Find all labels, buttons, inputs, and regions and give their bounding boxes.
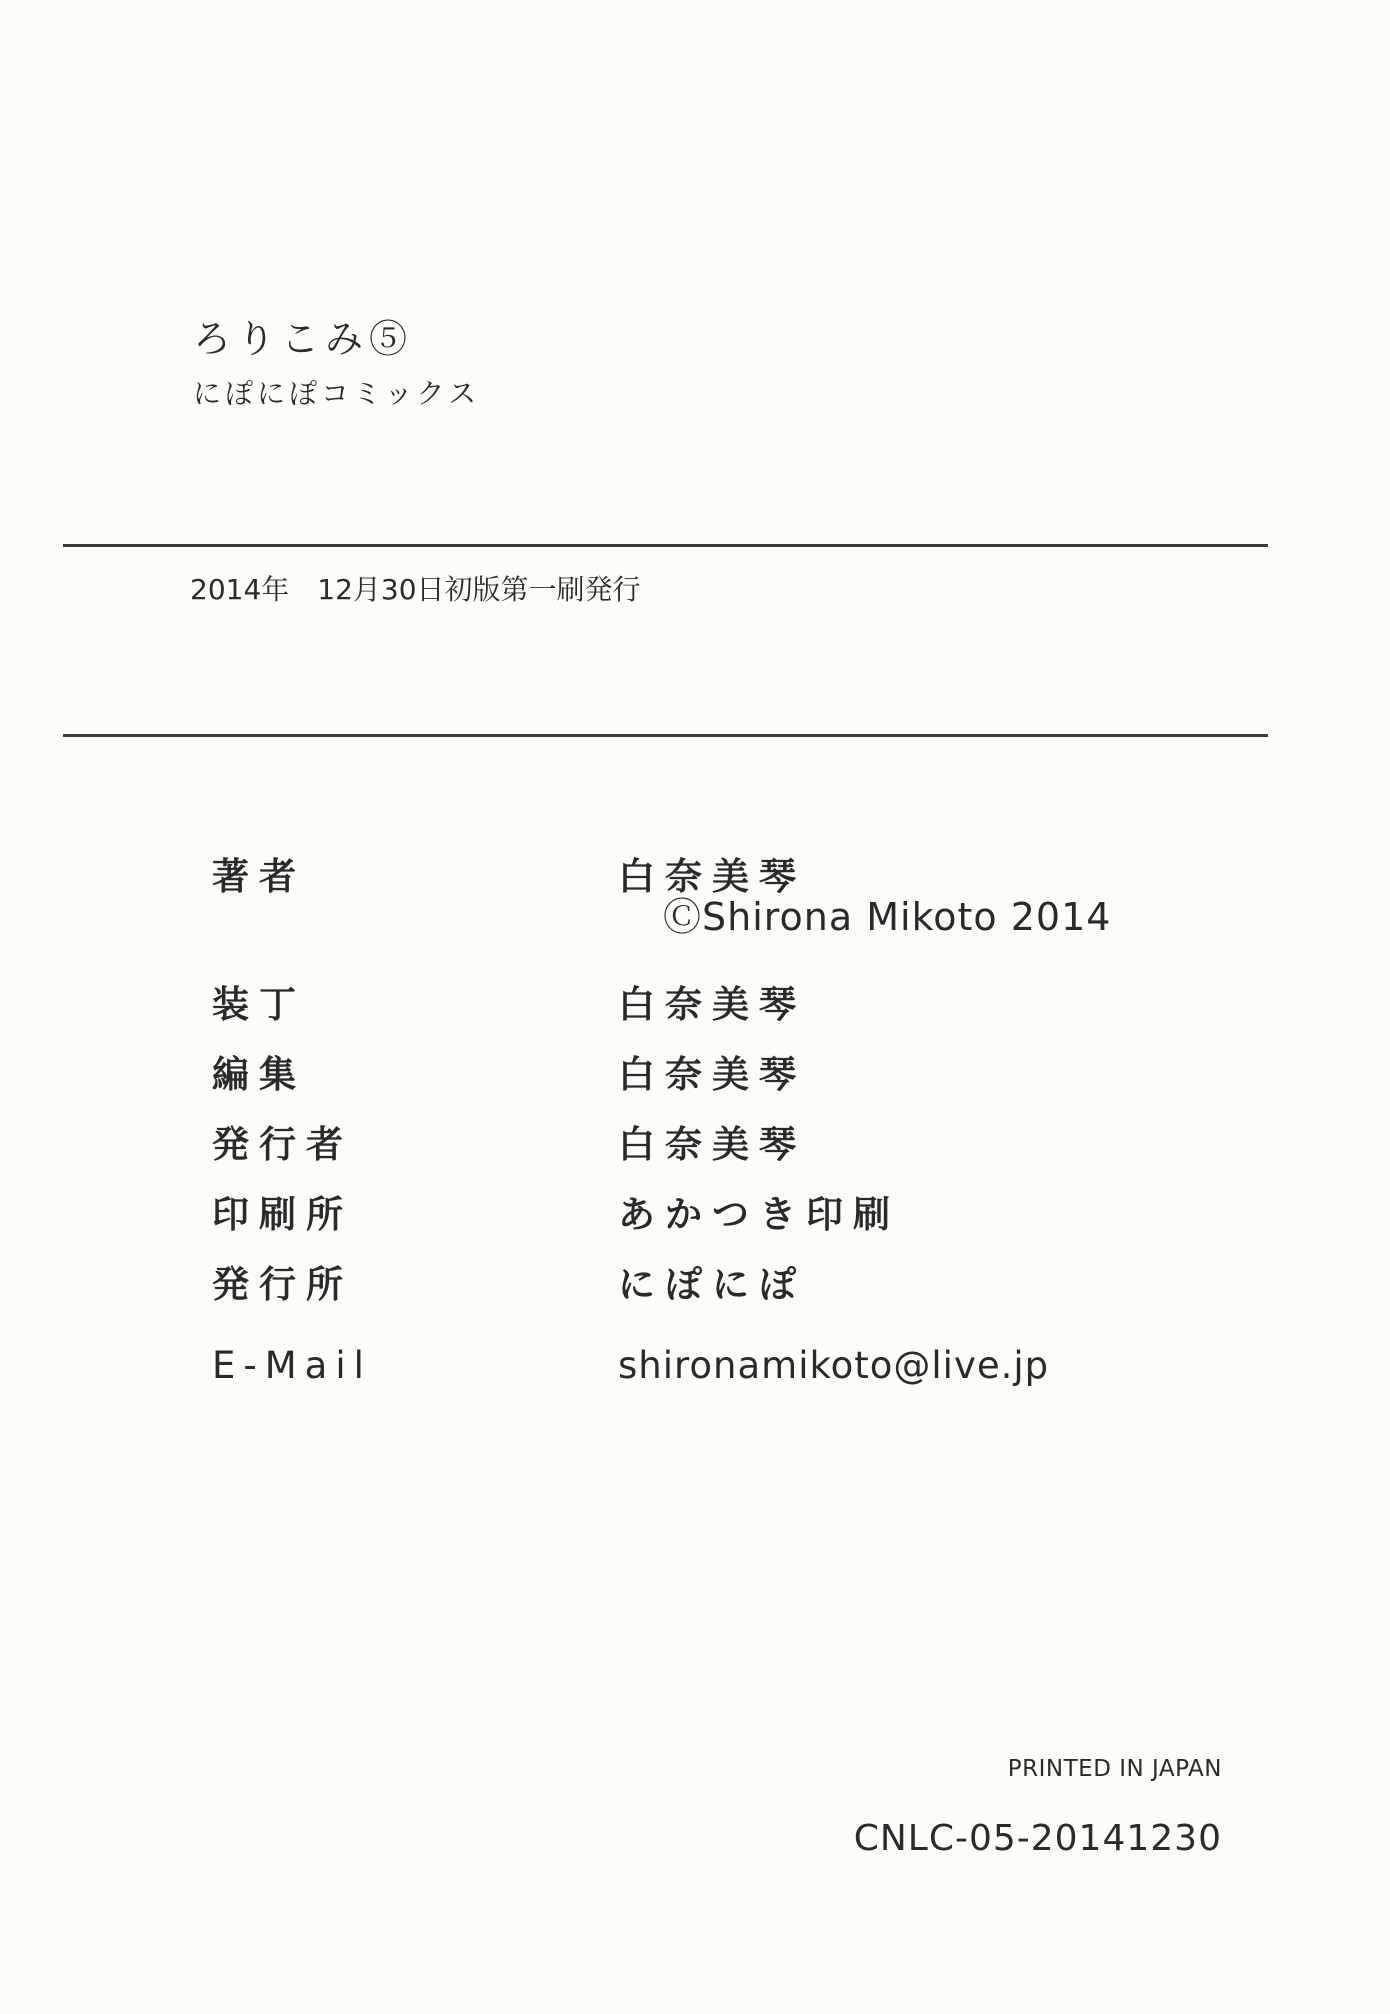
publication-date: 2014年 12月30日初版第一刷発行 — [190, 573, 641, 606]
credit-label: 編集 — [212, 1053, 306, 1096]
credit-label: 印刷所 — [212, 1193, 353, 1236]
book-title: ろりこみ⑤ — [193, 317, 414, 361]
divider-bottom — [63, 734, 1268, 737]
credit-value: 白奈美琴 — [618, 1123, 806, 1166]
credit-value: あかつき印刷 — [618, 1193, 900, 1236]
credit-value: にぽにぽ — [618, 1263, 806, 1306]
email-address[interactable]: shironamikoto@live.jp — [618, 1344, 1050, 1387]
divider-top — [63, 544, 1268, 547]
printed-in-notice: PRINTED IN JAPAN — [1007, 1756, 1222, 1782]
copyright-notice: ⒸShirona Mikoto 2014 — [663, 895, 1112, 939]
credit-label: 著者 — [212, 855, 306, 898]
credit-value: 白奈美琴 — [618, 983, 806, 1026]
imprint-name: にぽにぽコミックス — [193, 377, 481, 410]
credit-value: 白奈美琴 — [618, 855, 806, 898]
catalog-code: CNLC-05-20141230 — [853, 1818, 1222, 1859]
credit-label: E-Mail — [212, 1344, 372, 1387]
credit-value: 白奈美琴 — [618, 1053, 806, 1096]
credit-label: 装丁 — [212, 983, 306, 1026]
credit-label: 発行所 — [212, 1263, 353, 1306]
credit-label: 発行者 — [212, 1123, 353, 1166]
